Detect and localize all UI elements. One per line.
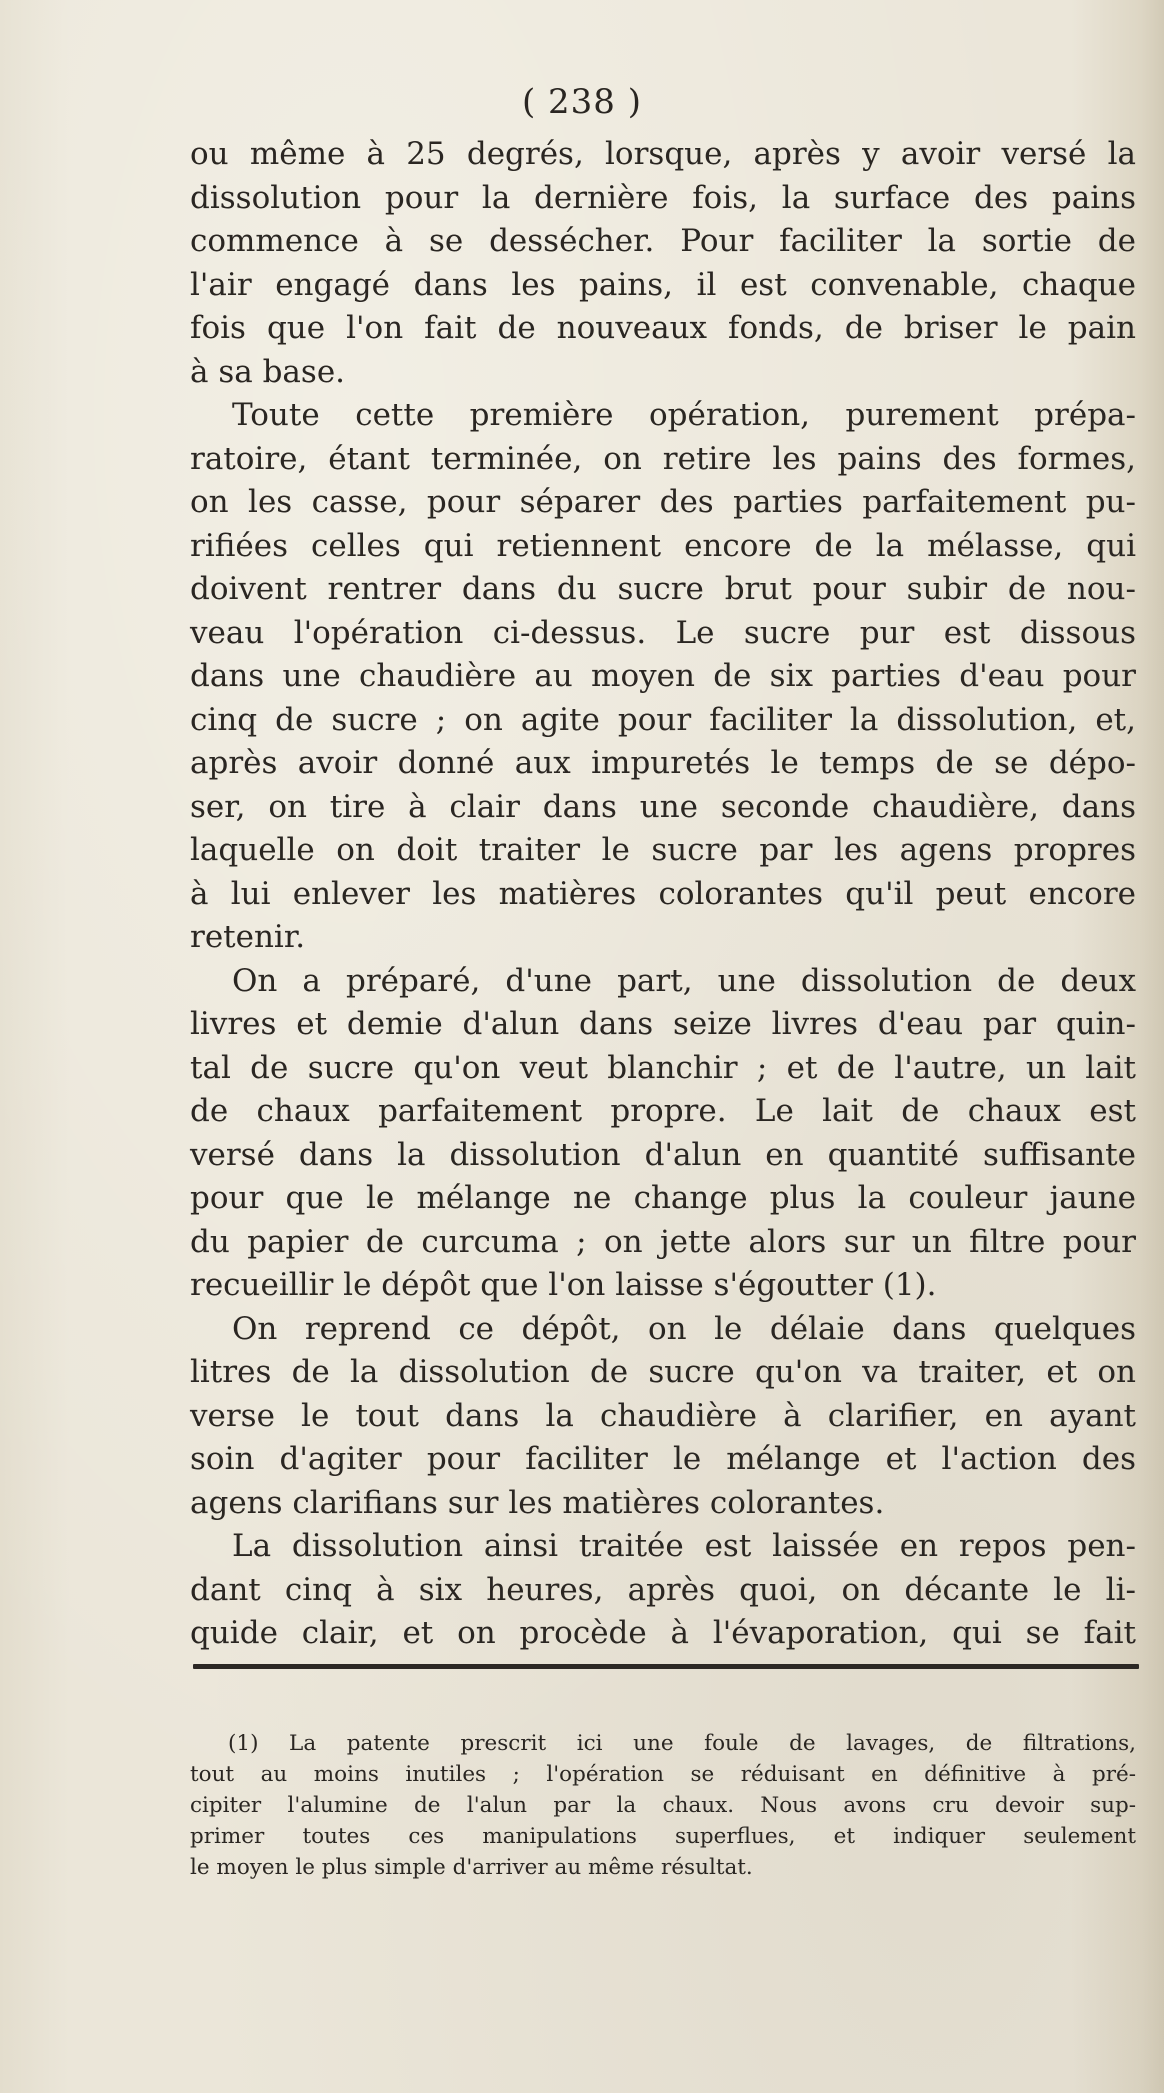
page-number: ( 238 ) [521, 82, 643, 122]
text-line: cinq de sucre ; on agite pour faciliter la dissolution, et, [190, 701, 1136, 738]
text-line: tal de sucre qu'on veut blanchir ; et de l'autre, un lait [190, 1049, 1136, 1086]
footnote-line: cipiter l'alumine de l'alun par la chaux. Nous avons cru devoir sup- [190, 1793, 1136, 1818]
footnote [190, 1728, 1136, 1883]
footnote-line: primer toutes ces manipulations superflues, et indiquer seulement [190, 1824, 1136, 1849]
text-line: doivent rentrer dans du sucre brut pour subir de nou- [190, 571, 1136, 607]
text-line: dant cinq à six heures, après quoi, on décante le li- [190, 1571, 1136, 1608]
text-line: rifiées celles qui retiennent encore de la mélasse, qui [190, 527, 1136, 564]
text-line: dans une chaudière au moyen de six parties d'eau pour [190, 658, 1136, 694]
footnote-line: (1) La patente prescrit ici une foule de lavages, de filtrations, [228, 1731, 1136, 1756]
text-line: à lui enlever les matières colorantes qu'il peut encore [190, 875, 1136, 912]
text-line: pour que le mélange ne change plus la couleur jaune [190, 1180, 1136, 1216]
text-line: l'air engagé dans les pains, il est convenable, chaque [190, 266, 1136, 303]
text-line: après avoir donné aux impuretés le temps de se dépo- [190, 745, 1136, 781]
text-line: livres et demie d'alun dans seize livres d'eau par quin- [190, 1006, 1136, 1042]
text-line: on les casse, pour séparer des parties parfaitement pu- [190, 484, 1136, 520]
body-text [190, 133, 1136, 1656]
text-line: On reprend ce dépôt, on le délaie dans quelques [232, 1310, 1136, 1347]
text-line: retenir. [190, 919, 306, 955]
footnote-line: tout au moins inutiles ; l'opération se réduisant en définitive à pré- [190, 1762, 1136, 1787]
text-line: veau l'opération ci-dessus. Le sucre pur est dissous [190, 614, 1136, 651]
text-line: litres de la dissolution de sucre qu'on va traiter, et on [190, 1354, 1136, 1390]
text-line: agens clarifians sur les matières colorantes. [190, 1484, 885, 1521]
text-line: dissolution pour la dernière fois, la surface des pains [190, 179, 1136, 216]
footnote-separator-rule [193, 1664, 1139, 1669]
text-line: quide clair, et on procède à l'évaporation, qui se fait [190, 1615, 1136, 1651]
text-line: commence à se dessécher. Pour faciliter la sortie de [190, 223, 1136, 259]
text-line: ratoire, étant terminée, on retire les pains des formes, [190, 440, 1136, 477]
text-line: ou même à 25 degrés, lorsque, après y avoir versé la [190, 136, 1136, 172]
text-line: de chaux parfaitement propre. Le lait de chaux est [190, 1093, 1136, 1129]
text-line: On a préparé, d'une part, une dissolution de deux [232, 962, 1136, 999]
text-line: versé dans la dissolution d'alun en quantité suffisante [190, 1136, 1136, 1173]
text-line: fois que l'on fait de nouveaux fonds, de briser le pain [190, 310, 1136, 346]
text-line: Toute cette première opération, purement prépa- [232, 397, 1136, 433]
text-line: ser, on tire à clair dans une seconde chaudière, dans [190, 788, 1136, 825]
text-line: recueillir le dépôt que l'on laisse s'égoutter (1). [190, 1267, 937, 1303]
text-line: La dissolution ainsi traitée est laissée en repos pen- [232, 1528, 1136, 1564]
text-line: verse le tout dans la chaudière à clarifier, en ayant [190, 1397, 1136, 1434]
text-line: du papier de curcuma ; on jette alors sur un filtre pour [190, 1223, 1136, 1260]
footnote-line: le moyen le plus simple d'arriver au même résultat. [190, 1855, 753, 1880]
text-line: soin d'agiter pour faciliter le mélange et l'action des [190, 1441, 1136, 1477]
text-line: à sa base. [190, 353, 346, 390]
text-line: laquelle on doit traiter le sucre par les agens propres [190, 832, 1136, 868]
